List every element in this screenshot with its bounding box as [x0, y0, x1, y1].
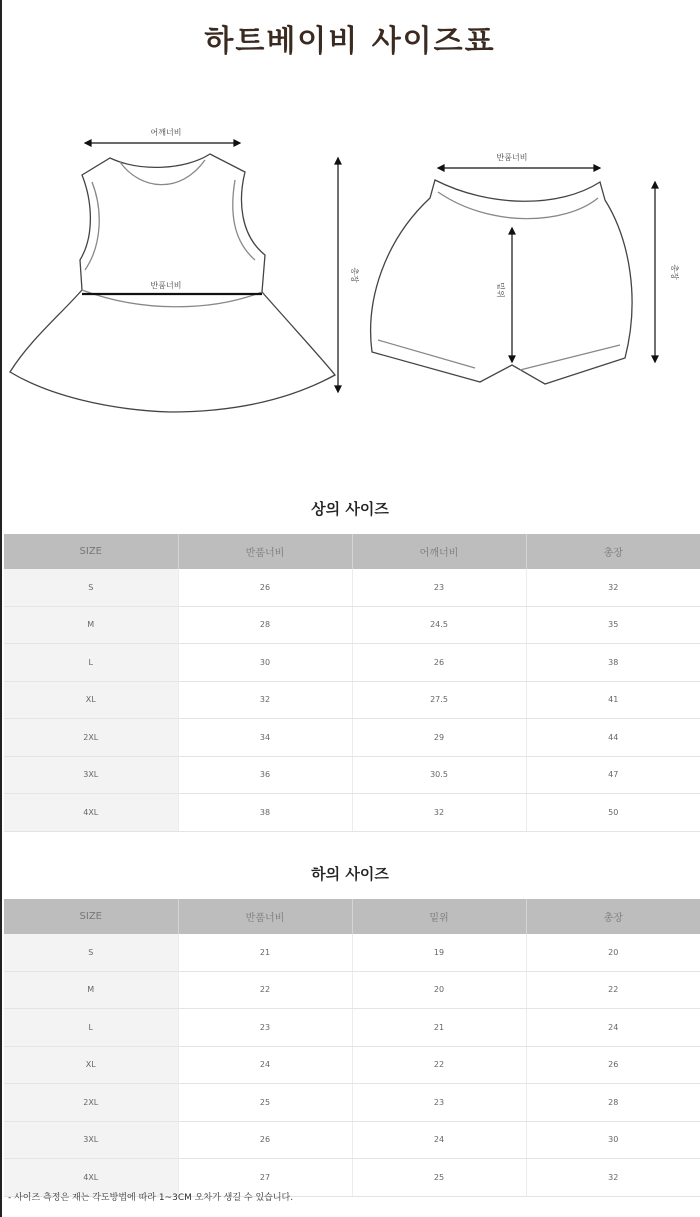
value-cell: 36: [178, 756, 352, 794]
bottom-size-title: 하의 사이즈: [311, 865, 389, 883]
table-row: [4, 934, 700, 971]
table-row: [4, 1009, 700, 1047]
size-cell: 3XL: [4, 1121, 178, 1159]
label-top-length: 총장: [350, 267, 359, 283]
table-row: [4, 756, 700, 794]
value-cell: 26: [352, 644, 526, 682]
table-row: [4, 1084, 700, 1122]
value-cell: 30.5: [352, 756, 526, 794]
value-cell: 28: [178, 606, 352, 644]
value-cell: 47: [526, 756, 700, 794]
value-cell: 25: [352, 1159, 526, 1197]
value-cell: 19: [352, 934, 526, 971]
value-cell: 38: [178, 794, 352, 832]
label-shoulder-width: 어깨너비: [150, 128, 182, 137]
value-cell: 26: [178, 569, 352, 606]
top-measure-lines: [82, 140, 341, 392]
header-cell: 총장: [526, 899, 700, 934]
label-bottom-length: 총장: [670, 264, 679, 280]
value-cell: 32: [526, 1159, 700, 1197]
table-row: [4, 794, 700, 832]
header-cell: 반품너비: [178, 899, 352, 934]
size-cell: M: [4, 971, 178, 1009]
value-cell: 20: [526, 934, 700, 971]
bottom-size-header-row: [4, 899, 700, 934]
value-cell: 24: [178, 1046, 352, 1084]
value-cell: 20: [352, 971, 526, 1009]
value-cell: 27: [178, 1159, 352, 1197]
value-cell: 21: [352, 1009, 526, 1047]
value-cell: 27.5: [352, 681, 526, 719]
value-cell: 22: [178, 971, 352, 1009]
size-cell: 3XL: [4, 756, 178, 794]
table-row: [4, 1121, 700, 1159]
size-cell: S: [4, 569, 178, 606]
table-row: [4, 606, 700, 644]
size-cell: L: [4, 1009, 178, 1047]
size-cell: 2XL: [4, 1084, 178, 1122]
bottom-size-table: [4, 899, 700, 1197]
header-cell: 총장: [526, 534, 700, 569]
table-row: [4, 1046, 700, 1084]
value-cell: 34: [178, 719, 352, 757]
table-row: [4, 644, 700, 682]
value-cell: 24.5: [352, 606, 526, 644]
value-cell: 21: [178, 934, 352, 971]
value-cell: 22: [526, 971, 700, 1009]
header-cell: SIZE: [4, 899, 178, 934]
value-cell: 41: [526, 681, 700, 719]
value-cell: 32: [526, 569, 700, 606]
value-cell: 26: [526, 1046, 700, 1084]
value-cell: 23: [352, 1084, 526, 1122]
value-cell: 24: [352, 1121, 526, 1159]
value-cell: 28: [526, 1084, 700, 1122]
top-size-header-row: [4, 534, 700, 569]
size-cell: XL: [4, 1046, 178, 1084]
size-cell: XL: [4, 681, 178, 719]
value-cell: 30: [526, 1121, 700, 1159]
table-row: [4, 971, 700, 1009]
measurement-footnote: - 사이즈 측정은 재는 각도방법에 따라 1~3CM 오차가 생길 수 있습니다.: [8, 1193, 294, 1203]
size-cell: 2XL: [4, 719, 178, 757]
table-row: [4, 569, 700, 606]
value-cell: 29: [352, 719, 526, 757]
value-cell: 23: [352, 569, 526, 606]
value-cell: 30: [178, 644, 352, 682]
header-cell: SIZE: [4, 534, 178, 569]
label-chest-width: 반품너비: [150, 281, 182, 290]
value-cell: 38: [526, 644, 700, 682]
value-cell: 23: [178, 1009, 352, 1047]
value-cell: 25: [178, 1084, 352, 1122]
value-cell: 50: [526, 794, 700, 832]
top-size-table: [4, 534, 700, 832]
label-waist-width: 반품너비: [496, 153, 528, 162]
size-cell: 4XL: [4, 794, 178, 832]
value-cell: 32: [352, 794, 526, 832]
value-cell: 26: [178, 1121, 352, 1159]
page-title: 하트베이비 사이즈표: [204, 24, 496, 59]
value-cell: 24: [526, 1009, 700, 1047]
size-cell: 4XL: [4, 1159, 178, 1197]
header-cell: 어깨너비: [352, 534, 526, 569]
garment-illustration: [0, 100, 700, 430]
value-cell: 44: [526, 719, 700, 757]
value-cell: 32: [178, 681, 352, 719]
value-cell: 22: [352, 1046, 526, 1084]
size-cell: L: [4, 644, 178, 682]
top-size-title: 상의 사이즈: [311, 500, 389, 518]
header-cell: 반품너비: [178, 534, 352, 569]
table-row: [4, 681, 700, 719]
table-row: [4, 719, 700, 757]
value-cell: 35: [526, 606, 700, 644]
label-rise: 밑위: [496, 282, 505, 298]
size-cell: S: [4, 934, 178, 971]
header-cell: 밑위: [352, 899, 526, 934]
size-cell: M: [4, 606, 178, 644]
